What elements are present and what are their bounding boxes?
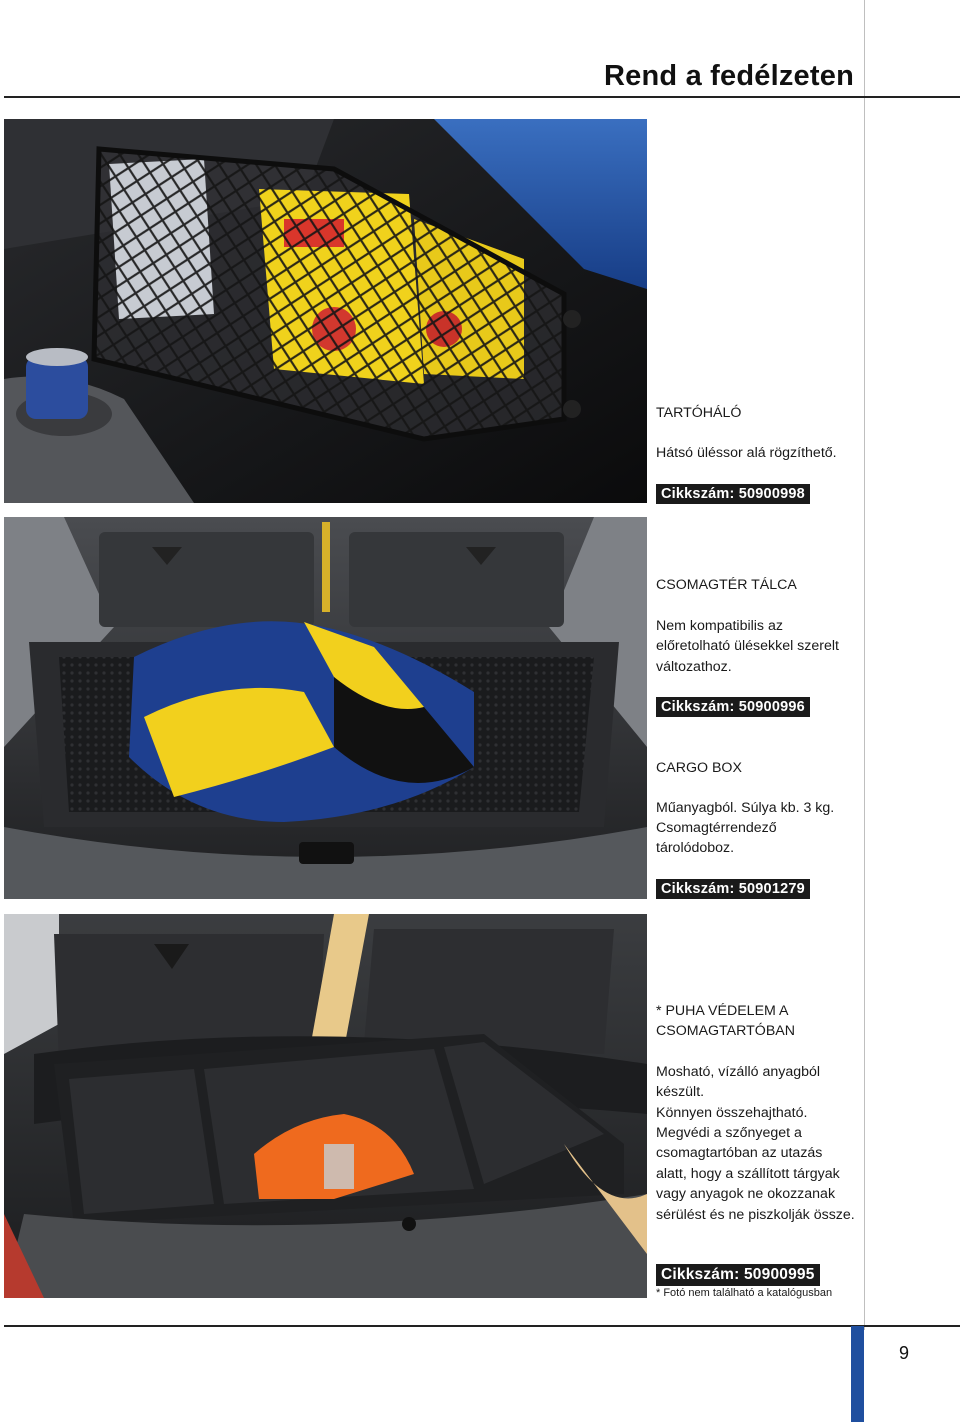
product-description: Műanyagból. Súlya kb. 3 kg. <box>656 800 835 816</box>
product-heading: CARGO BOX <box>656 760 742 776</box>
product-heading: TARTÓHÁLÓ <box>656 405 742 421</box>
product-heading: * PUHA VÉDELEM A CSOMAGTARTÓBAN <box>656 1003 795 1040</box>
product-description: Hátsó üléssor alá rögzíthető. <box>656 445 837 461</box>
vertical-rule <box>864 0 865 1330</box>
header-rule <box>4 96 960 98</box>
page-number: 9 <box>899 1343 910 1363</box>
product-description: Csomagtérrendező tárolódoboz. <box>656 820 777 857</box>
product-description: Mosható, vízálló anyagból készült. <box>656 1064 821 1101</box>
footer-rule <box>4 1325 960 1327</box>
trunk-tray-photo <box>4 517 647 899</box>
product-code: Cikkszám: 50900998 <box>656 484 810 504</box>
cargo-net-photo <box>4 119 647 503</box>
product-description: Nem kompatibilis az előretolható ülésekkel szerelt változathoz. <box>656 618 839 675</box>
product-description: Megvédi a szőnyeget a csomagtartóban az utazás alatt, hogy a szállított tárgyak vagy anyagok ne okozzanak sérülést és ne piszkolják össze. <box>656 1125 855 1223</box>
cargo-box-illustration <box>4 914 647 1298</box>
trunk-tray-illustration <box>4 517 647 899</box>
cargo-net-illustration <box>4 119 647 503</box>
page-title: Rend a fedélzeten <box>604 60 854 92</box>
product-code: Cikkszám: 50900995 <box>656 1264 820 1286</box>
accent-bar <box>851 1326 864 1422</box>
footnote: * Fotó nem található a katalógusban <box>656 1287 833 1299</box>
product-code: Cikkszám: 50901279 <box>656 879 810 899</box>
product-heading: CSOMAGTÉR TÁLCA <box>656 577 797 593</box>
product-description: Könnyen összehajtható. <box>656 1105 808 1121</box>
cargo-box-photo <box>4 914 647 1298</box>
product-code: Cikkszám: 50900996 <box>656 697 810 717</box>
